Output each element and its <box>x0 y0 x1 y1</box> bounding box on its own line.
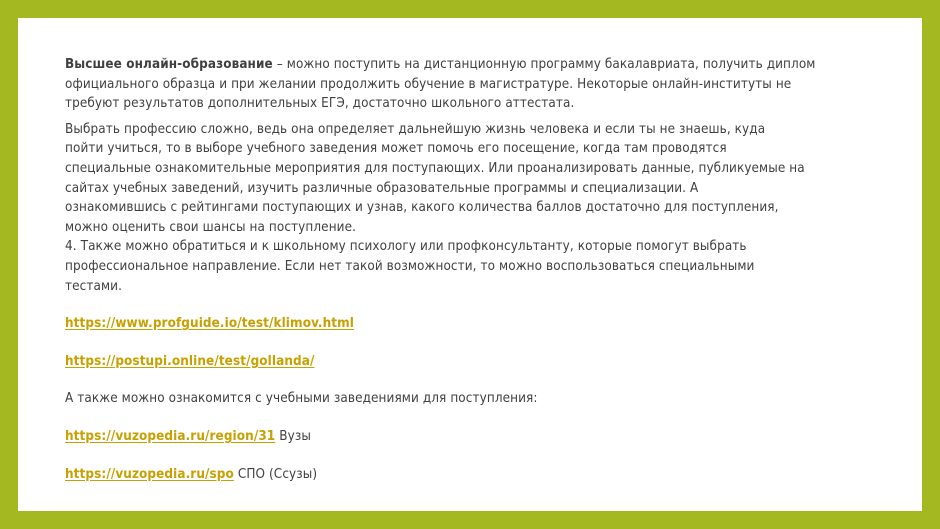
profguide-link-line <box>65 314 905 334</box>
paragraph-line: ознакомившись с рейтингами поступающих и узнав, какого количества баллов достаточно для поступления, <box>65 200 779 216</box>
online-education-term: Высшее онлайн-образование <box>65 57 273 72</box>
institutions-intro: А также можно ознакомится с учебными заведениями для поступления: <box>65 391 538 407</box>
paragraph-line: 4. Также можно обратиться и к школьному психологу или профконсультанту, которые помогут выбрать <box>65 239 747 255</box>
postupi-link-line <box>65 352 905 372</box>
paragraph-line: сайтах учебных заведений, изучить различные образовательные программы и специализации. А <box>65 180 699 196</box>
paragraph-line: требуют результатов дополнительных ЕГЭ, достаточно школьного аттестата. <box>65 96 575 112</box>
slide-content <box>65 55 905 484</box>
online-education-paragraph <box>65 55 905 114</box>
profession-choice-paragraph <box>65 120 905 296</box>
paragraph-line: можно оценить свои шансы на поступление. <box>65 219 357 235</box>
vuz-link-line <box>65 427 905 447</box>
paragraph-line: – можно поступить на дистанционную программу бакалавриата, получить диплом <box>272 57 816 72</box>
paragraph-line: пойти учиться, то в выборе учебного заведения может помочь его посещение, когда там проводятся <box>65 141 727 157</box>
spo-link-line <box>65 465 905 485</box>
vuzopedia-spo-link[interactable]: https://vuzopedia.ru/spo <box>65 466 234 482</box>
slide <box>18 18 922 511</box>
vuzopedia-region-link[interactable]: https://vuzopedia.ru/region/31 <box>65 428 276 444</box>
paragraph-line: специальные ознакомительные мероприятия для поступающих. Или проанализировать данные, публикуемые на <box>65 160 805 176</box>
spo-label: СПО (Ссузы) <box>233 466 318 482</box>
paragraph-line: официального образца и при желании продолжить обучение в магистратуре. Некоторые онлайн-институты не <box>65 76 792 92</box>
profguide-test-link[interactable]: https://www.profguide.io/test/klimov.html <box>65 316 355 332</box>
vuz-label: Вузы <box>275 428 311 444</box>
paragraph-line: тестами. <box>65 278 122 294</box>
paragraph-line: профессиональное направление. Если нет такой возможности, то можно воспользоваться специальными <box>65 258 755 274</box>
paragraph-line: Выбрать профессию сложно, ведь она определяет дальнейшую жизнь человека и если ты не знаешь, куда <box>65 121 766 137</box>
postupi-test-link[interactable]: https://postupi.online/test/gollanda/ <box>65 353 315 369</box>
